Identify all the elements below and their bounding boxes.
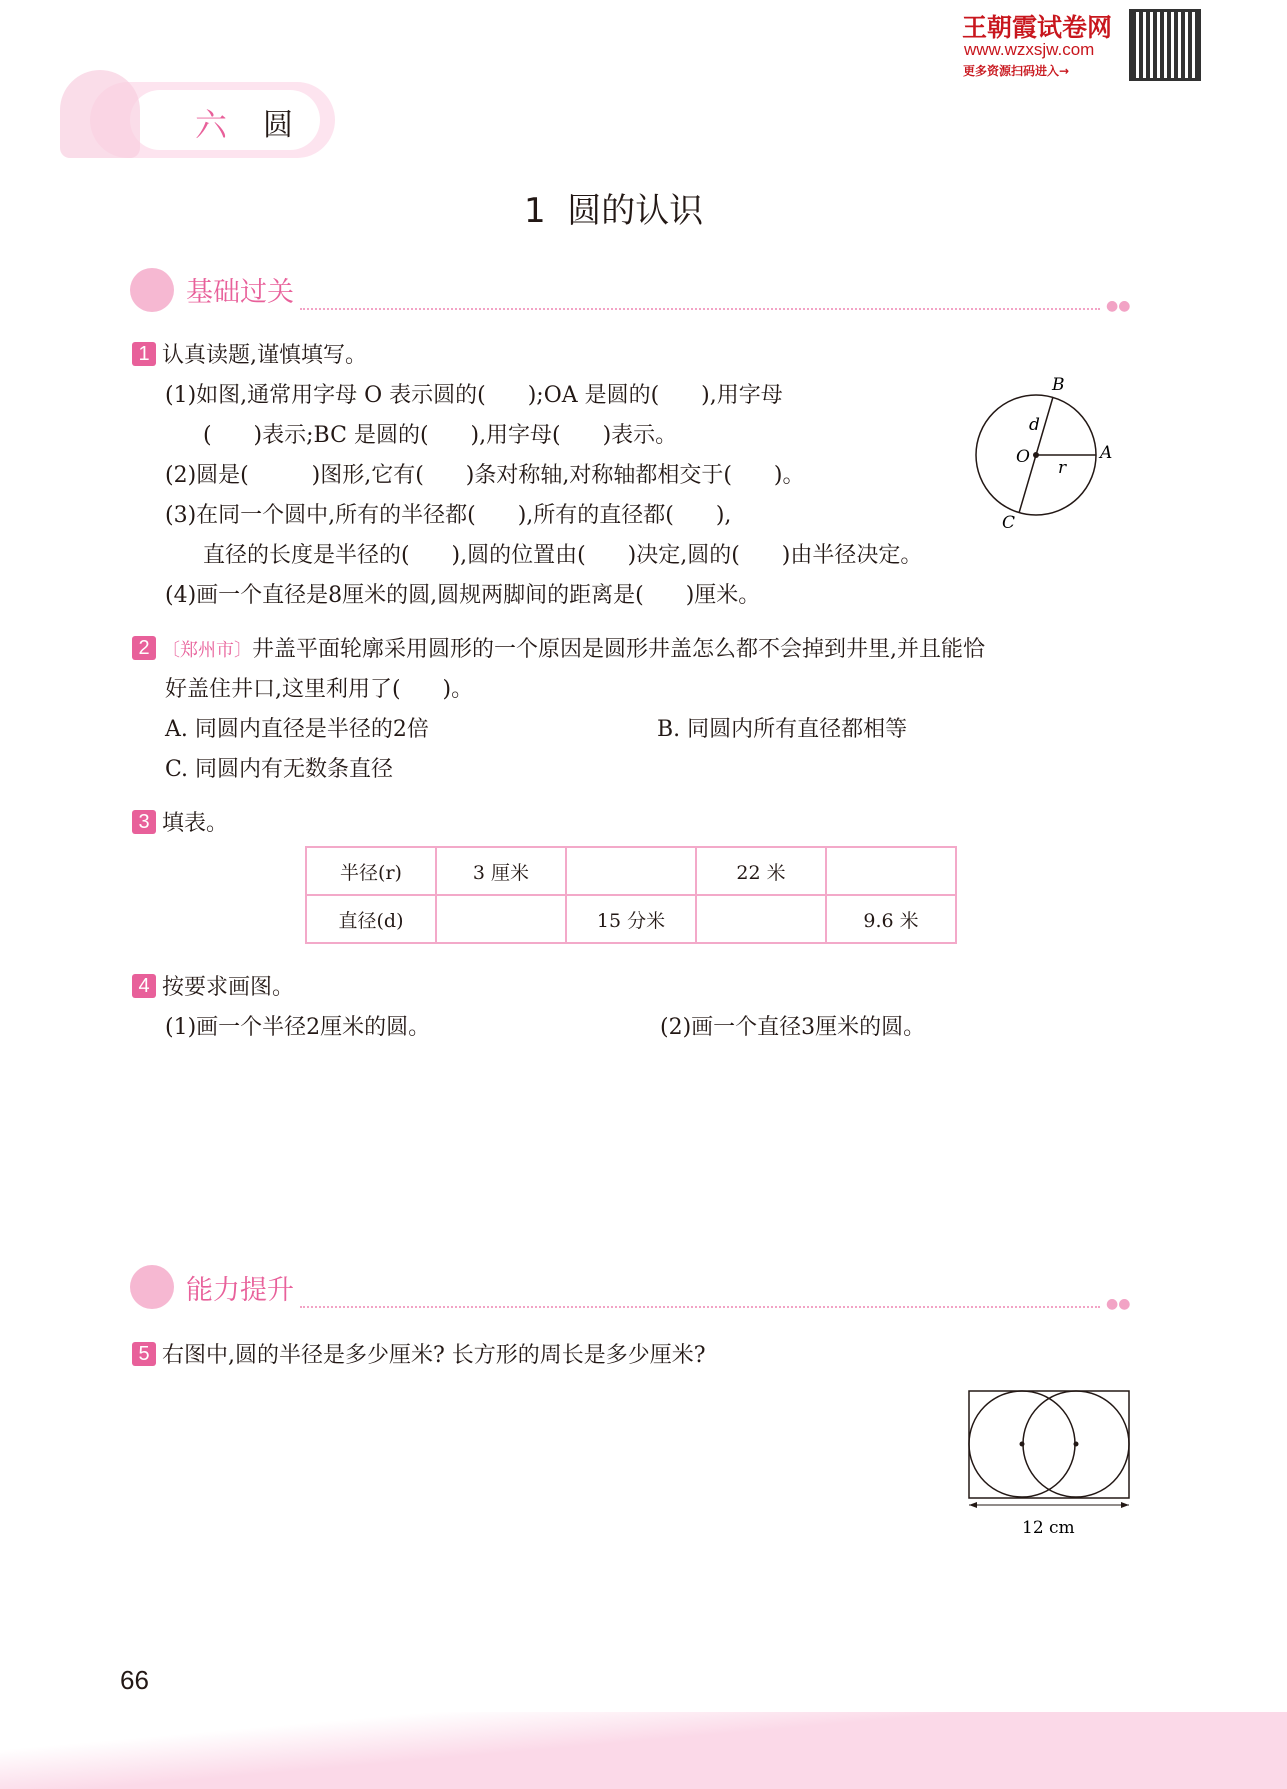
table-cell[interactable] — [566, 847, 696, 895]
q1-line: (3)在同一个圆中,所有的半径都( ),所有的直径都( ), — [165, 503, 732, 528]
section-divider — [300, 308, 1100, 310]
section-basic-title: 基础过关 — [186, 277, 294, 308]
option-c: C. 同圆内有无数条直径 — [165, 757, 394, 782]
table-cell: 直径(d) — [306, 895, 436, 943]
rectangle-circles-diagram — [960, 1385, 1135, 1540]
section-advance-title: 能力提升 — [186, 1275, 294, 1306]
table-row — [306, 895, 956, 943]
table-cell: 3 厘米 — [436, 847, 566, 895]
question-number: 4 — [132, 974, 156, 998]
q1-line: 直径的长度是半径的( ),圆的位置由( )决定,圆的( )由半径决定。 — [203, 543, 923, 568]
q4-title: 按要求画图。 — [162, 975, 295, 1000]
qr-code-icon[interactable] — [1132, 12, 1198, 78]
label-r: r — [1058, 458, 1067, 478]
mascot-icon — [60, 70, 140, 158]
label-c: C — [1002, 513, 1016, 533]
section-icon — [130, 1265, 174, 1309]
table-cell: 9.6 米 — [826, 895, 956, 943]
table-cell: 15 分米 — [566, 895, 696, 943]
q3-title: 填表。 — [162, 811, 229, 836]
region-tag: 〔郑州市〕 — [162, 640, 252, 661]
q1-title: 认真读题,谨慎填写。 — [162, 343, 367, 368]
q2-text-cont: 好盖住井口,这里利用了( )。 — [165, 677, 474, 702]
q1-line: (4)画一个直径是8厘米的圆,圆规两脚间的距离是( )厘米。 — [165, 583, 761, 608]
option-a: A. 同圆内直径是半径的2倍 — [165, 717, 429, 742]
label-o: O — [1016, 447, 1030, 467]
page-number: 66 — [120, 1665, 149, 1695]
option-b: B. 同圆内所有直径都相等 — [657, 717, 908, 742]
question-number: 3 — [132, 810, 156, 834]
q2-text: 井盖平面轮廓采用圆形的一个原因是圆形井盖怎么都不会掉到井里,并且能恰 — [252, 637, 985, 662]
table-row — [306, 847, 956, 895]
radius-diameter-table — [305, 846, 957, 944]
section-divider — [300, 1306, 1100, 1308]
footer-band — [0, 1712, 1287, 1789]
lesson-title: 1 圆的认识 — [524, 191, 704, 231]
brand-name: 王朝霞试卷网 — [962, 13, 1113, 42]
label-a: A — [1100, 443, 1113, 463]
q1-line: (1)如图,通常用字母 O 表示圆的( );OA 是圆的( ),用字母 — [165, 383, 783, 408]
table-cell: 半径(r) — [306, 847, 436, 895]
section-icon — [130, 268, 174, 312]
brand-url[interactable]: www.wzxsjw.com — [964, 40, 1095, 59]
width-label: 12 cm — [1022, 1518, 1075, 1538]
table-cell[interactable] — [826, 847, 956, 895]
circle-diagram — [960, 370, 1120, 540]
question-number: 2 — [132, 636, 156, 660]
label-d: d — [1029, 415, 1040, 435]
table-cell: 22 米 — [696, 847, 826, 895]
brand-cta: 更多资源扫码进入→ — [963, 64, 1070, 78]
q1-line: ( )表示;BC 是圆的( ),用字母( )表示。 — [203, 423, 678, 448]
table-cell[interactable] — [696, 895, 826, 943]
question-number: 5 — [132, 1342, 156, 1366]
dots-icon: ●● — [1106, 1296, 1131, 1312]
dots-icon: ●● — [1106, 298, 1131, 314]
table-cell[interactable] — [436, 895, 566, 943]
chapter-number: 六 — [195, 106, 228, 144]
q5-text: 右图中,圆的半径是多少厘米? 长方形的周长是多少厘米? — [162, 1343, 706, 1368]
label-b: B — [1052, 375, 1065, 395]
q4-part-1: (1)画一个半径2厘米的圆。 — [165, 1015, 431, 1040]
q1-line: (2)圆是( )图形,它有( )条对称轴,对称轴都相交于( )。 — [165, 463, 805, 488]
question-number: 1 — [132, 342, 156, 366]
chapter-title: 圆 — [263, 108, 293, 143]
q4-part-2: (2)画一个直径3厘米的圆。 — [660, 1015, 926, 1040]
